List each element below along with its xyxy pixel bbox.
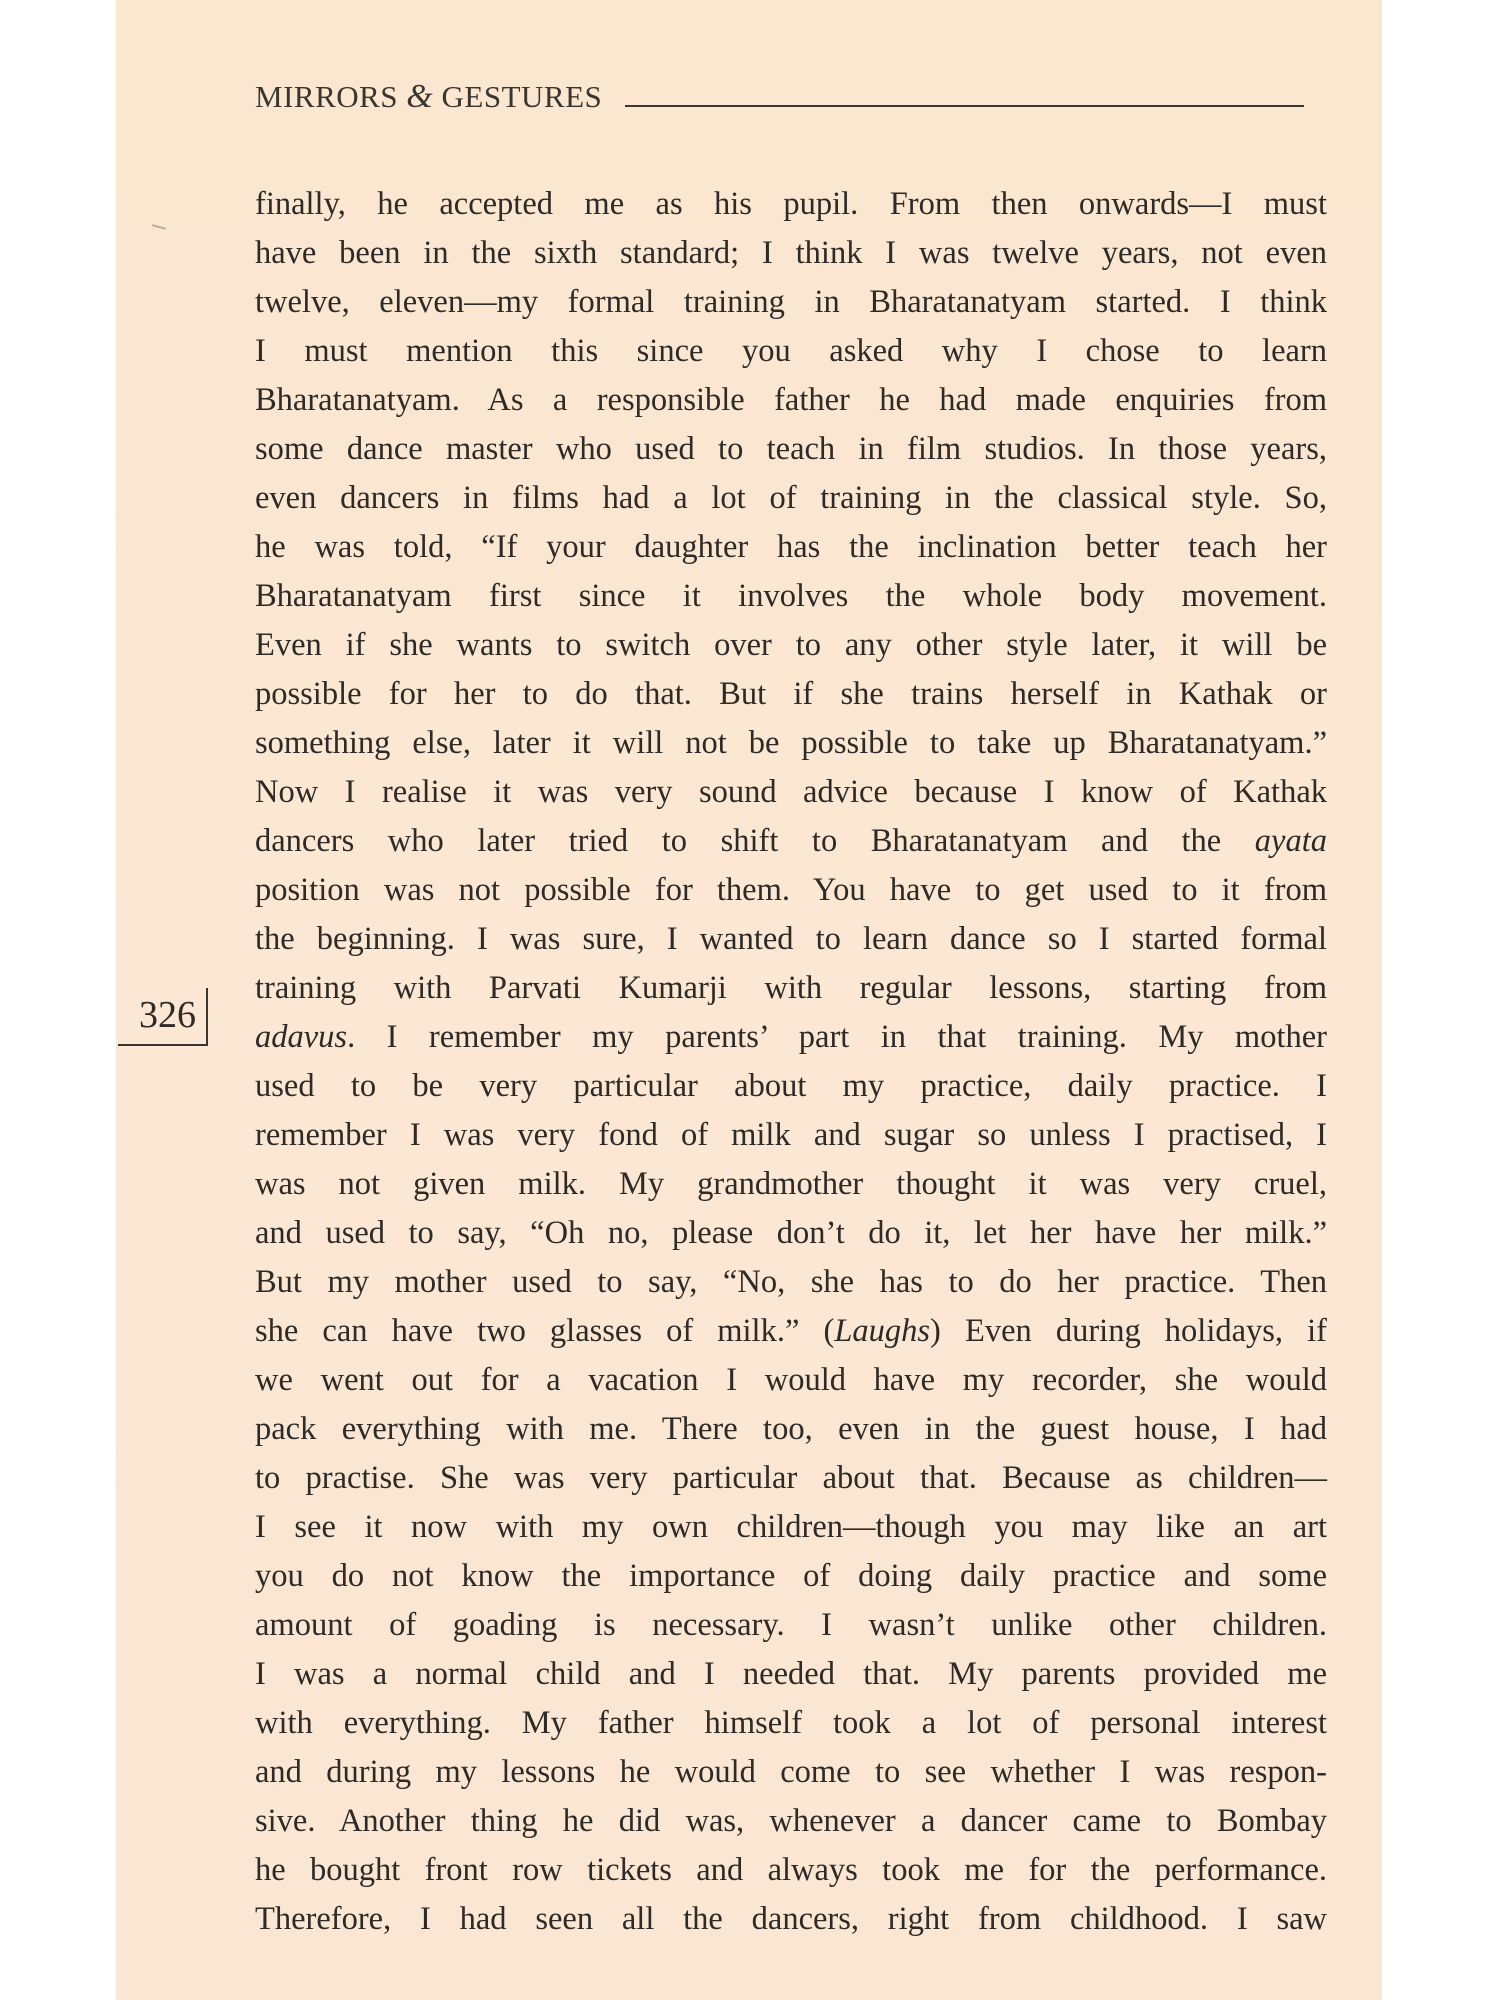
italic-term: Laughs xyxy=(834,1313,931,1349)
text-line: position was not possible for them. You have to get used to it from xyxy=(255,872,1327,908)
text-line: I was a normal child and I needed that. My parents provided me xyxy=(255,1656,1327,1692)
text-line: you do not know the importance of doing daily practice and some xyxy=(255,1558,1327,1594)
body-text xyxy=(255,180,1327,1944)
text-line: Even if she wants to switch over to any other style later, it will be xyxy=(255,627,1327,663)
text-line: Therefore, I had seen all the dancers, right from childhood. I saw xyxy=(255,1901,1327,1937)
italic-term: ayata xyxy=(1254,823,1327,859)
header-rule xyxy=(625,105,1304,107)
text-line: with everything. My father himself took a lot of personal interest xyxy=(255,1705,1327,1741)
running-header-title: MIRRORS & GESTURES xyxy=(255,78,603,115)
text-line: amount of goading is necessary. I wasn’t unlike other children. xyxy=(255,1607,1327,1643)
text-line: Bharatanatyam. As a responsible father he had made enquiries from xyxy=(255,382,1327,418)
text-line: was not given milk. My grandmother thought it was very cruel, xyxy=(255,1166,1327,1202)
page-number: 326 xyxy=(118,988,208,1046)
text-line: something else, later it will not be possible to take up Bharatanatyam.” xyxy=(255,725,1327,761)
text-line: possible for her to do that. But if she trains herself in Kathak or xyxy=(255,676,1327,712)
text-line: adavus. I remember my parents’ part in that training. My mother xyxy=(255,1019,1327,1055)
text-line: sive. Another thing he did was, whenever a dancer came to Bombay xyxy=(255,1803,1327,1839)
text-line: and during my lessons he would come to see whether I was respon- xyxy=(255,1754,1327,1790)
text-line: twelve, eleven—my formal training in Bharatanatyam started. I think xyxy=(255,284,1327,320)
text-line: But my mother used to say, “No, she has to do her practice. Then xyxy=(255,1264,1327,1300)
text-line: remember I was very fond of milk and sugar so unless I practised, I xyxy=(255,1117,1327,1153)
text-line: and used to say, “Oh no, please don’t do it, let her have her milk.” xyxy=(255,1215,1327,1251)
text-line: some dance master who used to teach in film studios. In those years, xyxy=(255,431,1327,467)
text-line: dancers who later tried to shift to Bharatanatyam and the ayata xyxy=(255,823,1327,859)
text-line: training with Parvati Kumarji with regular lessons, starting from xyxy=(255,970,1327,1006)
text-line: he bought front row tickets and always took me for the performance. xyxy=(255,1852,1327,1888)
text-line: Bharatanatyam first since it involves the whole body movement. xyxy=(255,578,1327,614)
text-line: he was told, “If your daughter has the inclination better teach her xyxy=(255,529,1327,565)
text-line: I must mention this since you asked why I chose to learn xyxy=(255,333,1327,369)
text-line: we went out for a vacation I would have my recorder, she would xyxy=(255,1362,1327,1398)
running-header xyxy=(255,78,1305,118)
text-line: have been in the sixth standard; I think I was twelve years, not even xyxy=(255,235,1327,271)
text-line: the beginning. I was sure, I wanted to learn dance so I started formal xyxy=(255,921,1327,957)
text-line: finally, he accepted me as his pupil. From then onwards—I must xyxy=(255,186,1327,222)
italic-term: adavus xyxy=(255,1019,348,1055)
text-line: to practise. She was very particular about that. Because as children— xyxy=(255,1460,1327,1496)
text-line: used to be very particular about my practice, daily practice. I xyxy=(255,1068,1327,1104)
text-line: Now I realise it was very sound advice because I know of Kathak xyxy=(255,774,1327,810)
text-line: I see it now with my own children—though you may like an art xyxy=(255,1509,1327,1545)
text-line: even dancers in films had a lot of training in the classical style. So, xyxy=(255,480,1327,516)
text-line: pack everything with me. There too, even in the guest house, I had xyxy=(255,1411,1327,1447)
ampersand: & xyxy=(406,78,434,115)
text-line: she can have two glasses of milk.” (Laughs) Even during holidays, if xyxy=(255,1313,1327,1349)
